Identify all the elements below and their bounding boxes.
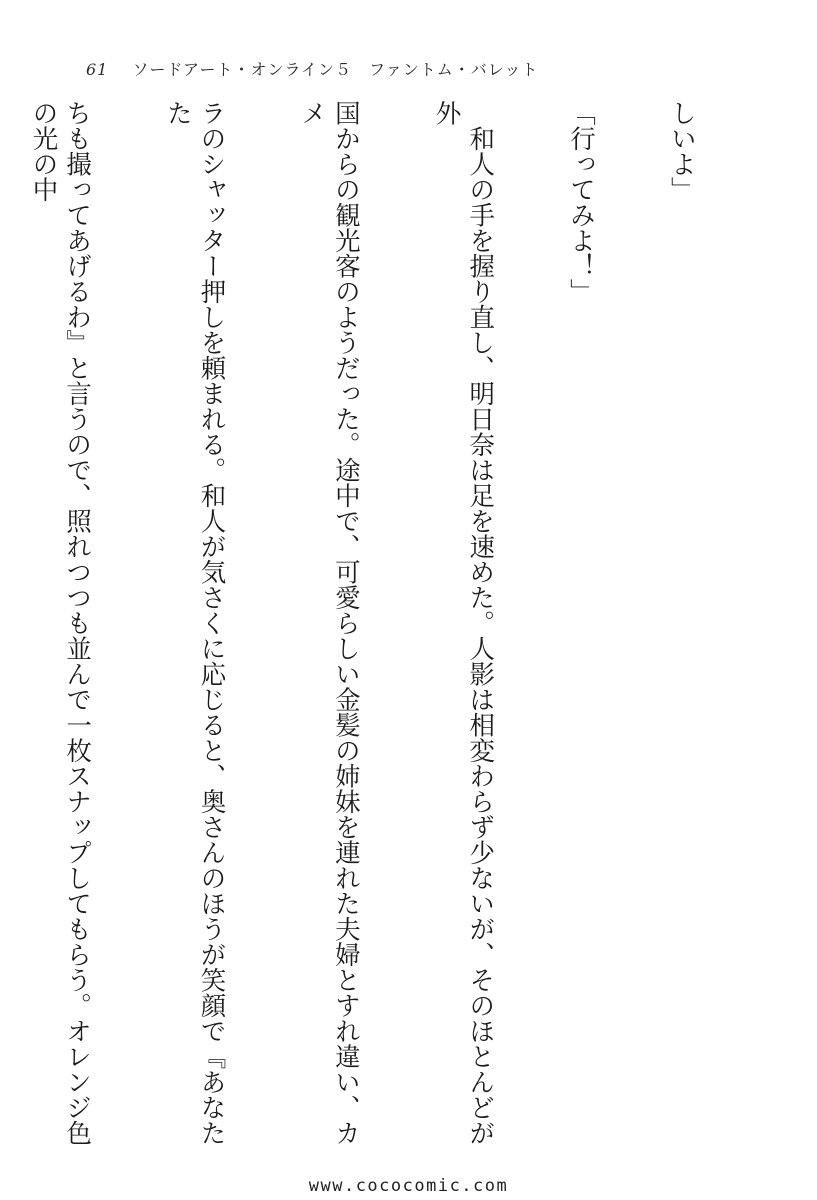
text-line: ラのシャッター押しを頼まれる。和人が気さくに応じると、奥さんのほうが笑顔で『あなたた (162, 100, 227, 1146)
running-title: ソードアート・オンライン５ ファントム・バレット (132, 60, 539, 79)
text-line: ちも撮ってあげるわ』と言うので、照れつつも並んで一枚スナップしてもらう。オレンジ色の光の中 (28, 100, 93, 1146)
running-head (86, 57, 539, 80)
vertical-text-block (28, 100, 765, 1160)
text-line: 国からの観光客のようだった。途中で、可愛らしい金髪の姉妹を連れた夫婦とすれ違い、カメ (297, 100, 361, 1146)
page-number: 61 (86, 60, 109, 79)
text-line: 「行ってみよ！」 (566, 100, 597, 304)
text-line: 和人の手を握り直し、明日奈は足を速めた。人影は相変わらず少ないが、そのほとんどが外 (431, 100, 496, 1146)
text-line: しいよ」 (666, 100, 697, 202)
source-url: www.cococomic.com (308, 1176, 509, 1196)
